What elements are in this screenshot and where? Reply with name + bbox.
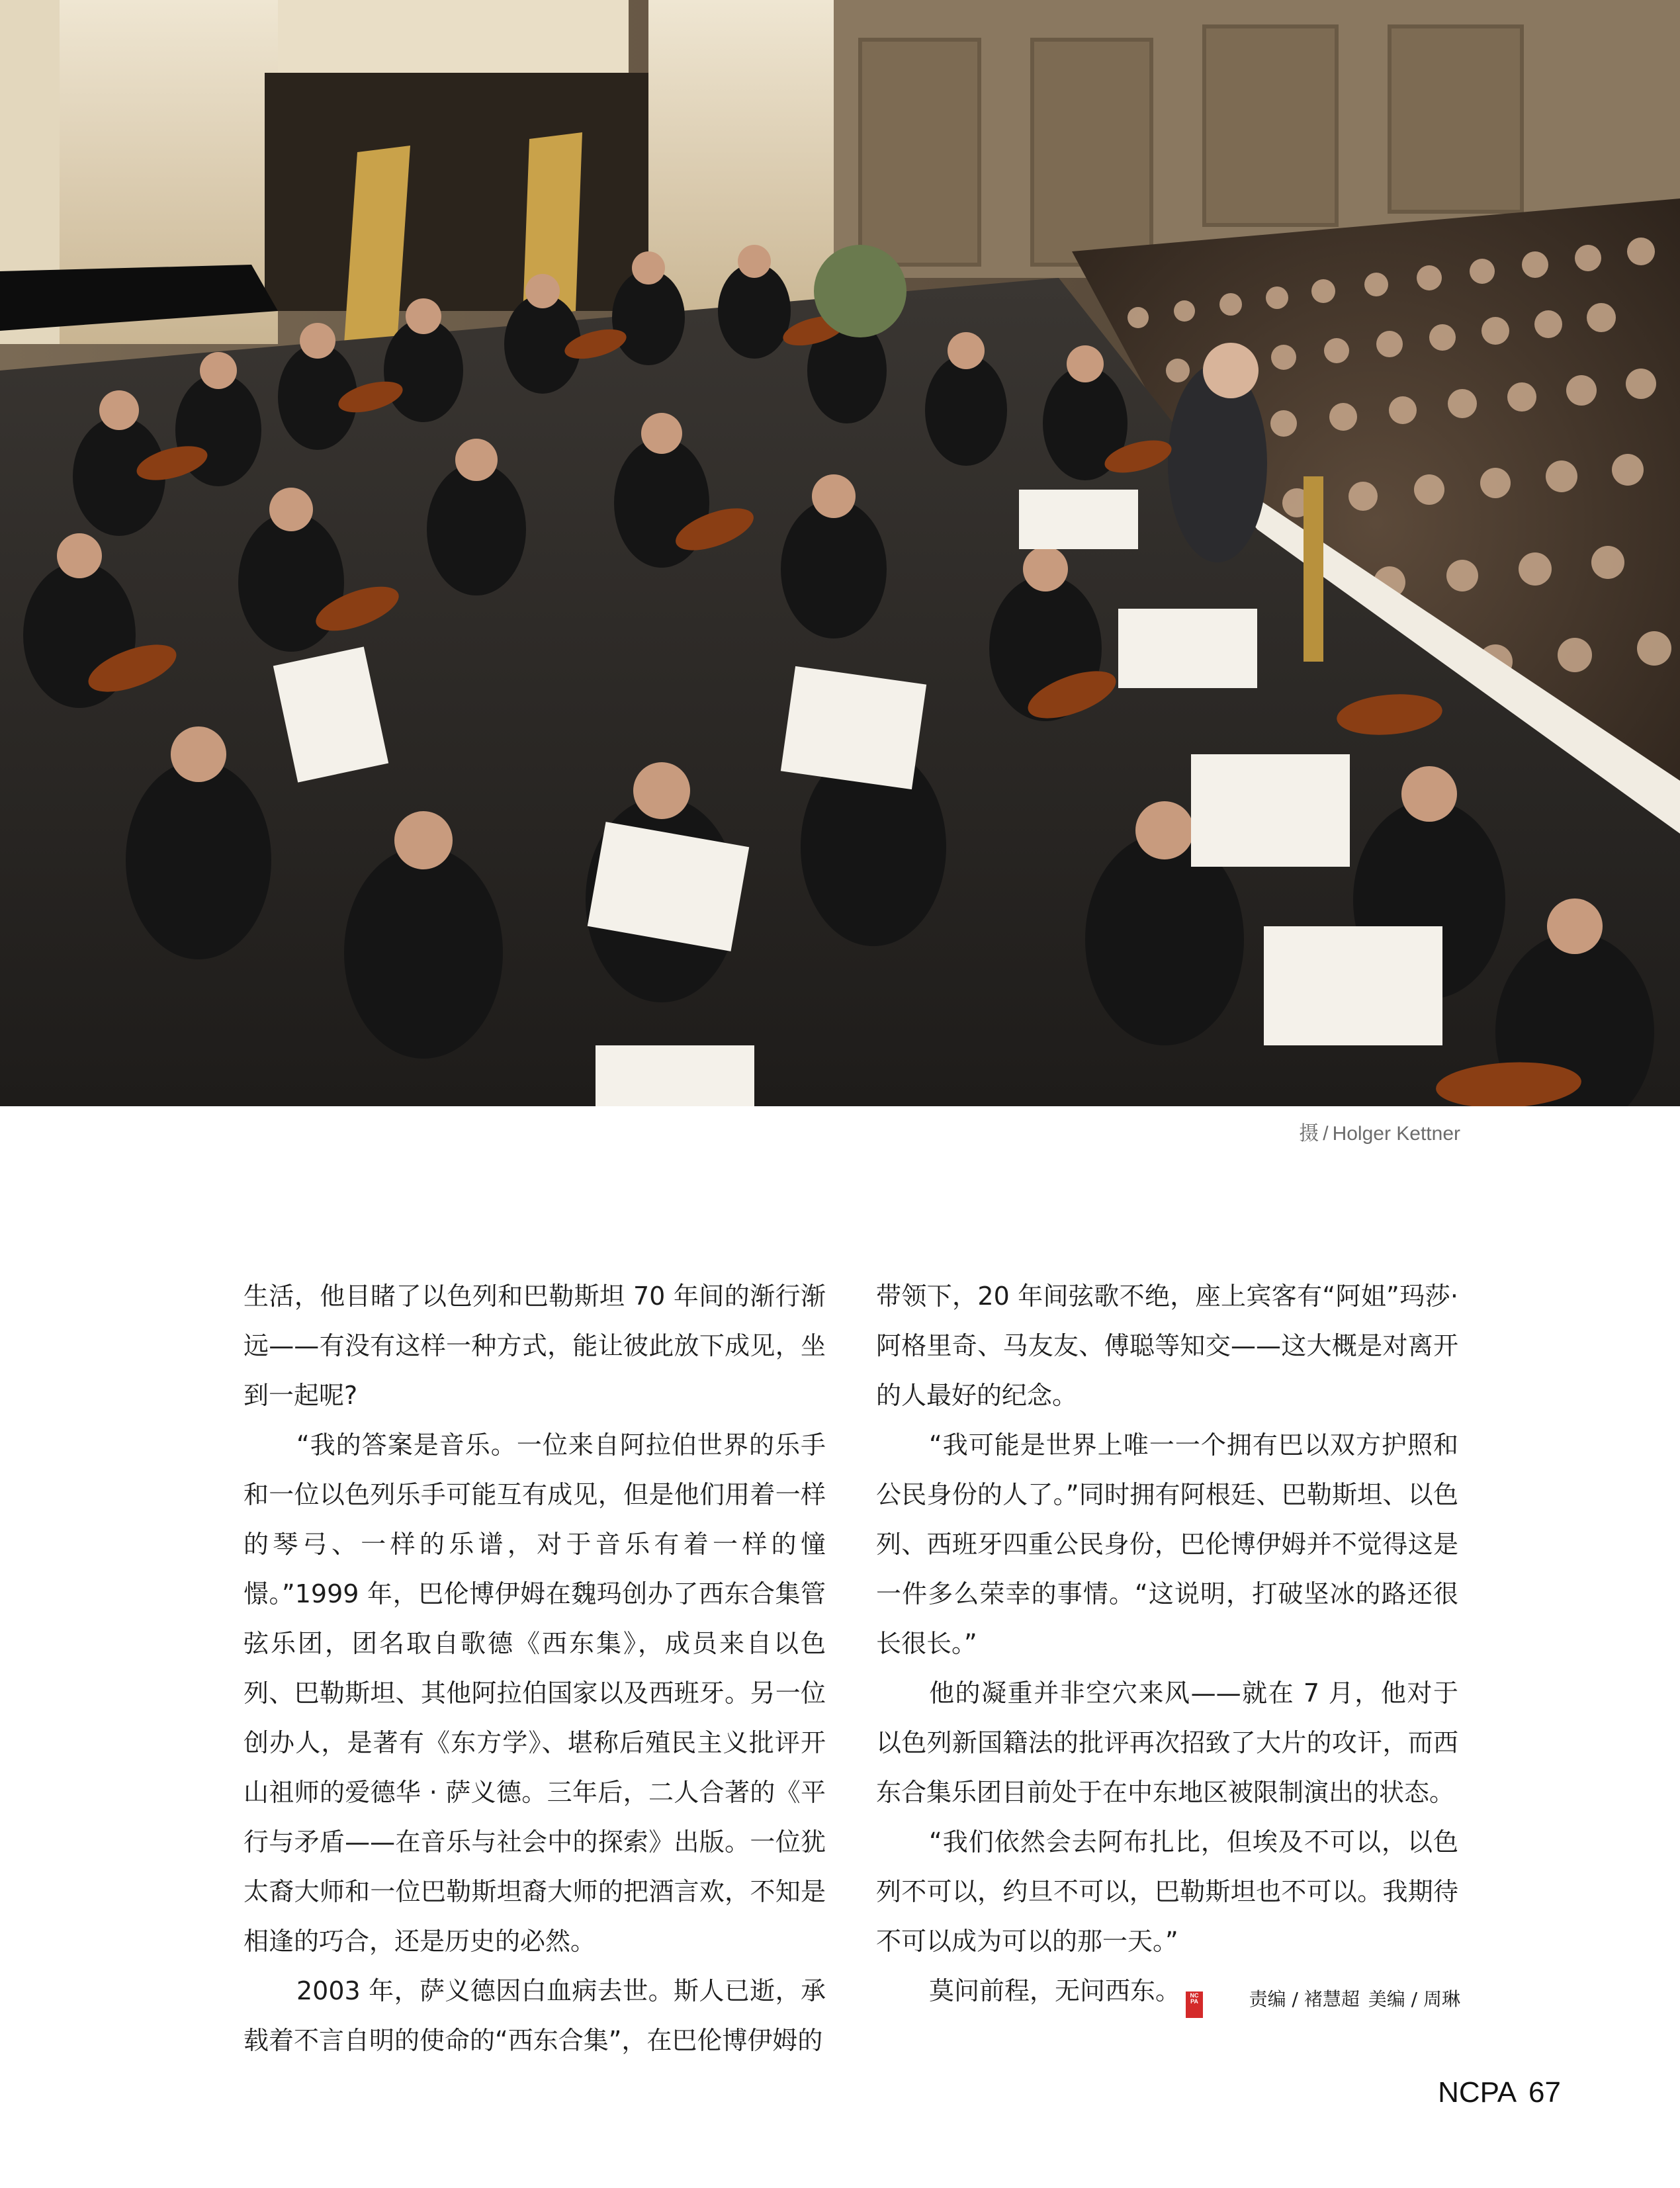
editor-credit: 责编 / 褚慧超 [1249, 1988, 1360, 2010]
magazine-name: NCPA [1438, 2076, 1517, 2109]
paragraph: “我可能是世界上唯一一个拥有巴以双方护照和公民身份的人了。”同时拥有阿根廷、巴勒斯坦、以色列、西班牙四重公民身份，巴伦博伊姆并不觉得这是一件多么荣幸的事情。“这说明，打破坚冰的路还很长很长。” [876, 1430, 1458, 1658]
credit-separator: / [1323, 1123, 1329, 1145]
paragraph: 带领下，20 年间弦歌不绝，座上宾客有“阿姐”玛莎·阿格里奇、马友友、傅聪等知交——这大概是对离开的人最好的纪念。 [876, 1282, 1458, 1410]
paragraph: “我们依然会去阿布扎比，但埃及不可以，以色列不可以，约旦不可以，巴勒斯坦也不可以。我期待不可以成为可以的那一天。” [876, 1827, 1458, 1956]
designer-credit: 美编 / 周琳 [1368, 1988, 1460, 2010]
closing-text: 莫问前程，无问西东。 [929, 1976, 1181, 2005]
end-mark-text: NCPA [1190, 1992, 1199, 2005]
editor-credits [1247, 1985, 1460, 2011]
ncpa-end-mark-icon [1186, 1991, 1203, 2018]
page-number: 67 [1528, 2076, 1561, 2109]
article-right-column [876, 1272, 1458, 2018]
paragraph: 2003 年，萨义德因白血病去世。斯人已逝，承载着不言自明的使命的“西东合集”，在巴伦博伊姆的 [243, 1976, 826, 2055]
paragraph: 生活，他目睹了以色列和巴勒斯坦 70 年间的渐行渐远——有没有这样一种方式，能让彼此放下成见，坐到一起呢? [243, 1282, 826, 1410]
paragraph: “我的答案是音乐。一位来自阿拉伯世界的乐手和一位以色列乐手可能互有成见，但是他们用着一样的琴弓、一样的乐谱，对于音乐有着一样的憧憬。”1999 年，巴伦博伊姆在魏玛创办了西东合集管弦乐团，团名取自歌德《西东集》，成员来自以色列、巴勒斯坦、其他阿拉伯国家以及西班牙。另一位创办人，是著有《东方学》、堪称后殖民主义批评开山祖师的爱德华 · 萨义德。三年后，二人合著的《平行与矛盾——在音乐与社会中的探索》出版。一位犹太裔大师和一位巴勒斯坦裔大师的把酒言欢，不知是相逢的巧合，还是历史的必然。 [243, 1430, 826, 1956]
credit-label: 摄 [1299, 1123, 1319, 1145]
credit-name: Holger Kettner [1332, 1123, 1460, 1145]
page-folio [1438, 2076, 1561, 2109]
paragraph: 他的凝重并非空穴来风——就在 7 月，他对于以色列新国籍法的批评再次招致了大片的攻讦，而西东合集乐团目前处于在中东地区被限制演出的状态。 [876, 1679, 1458, 1807]
article-left-column [243, 1272, 826, 2066]
photo-credit [1299, 1117, 1460, 1146]
